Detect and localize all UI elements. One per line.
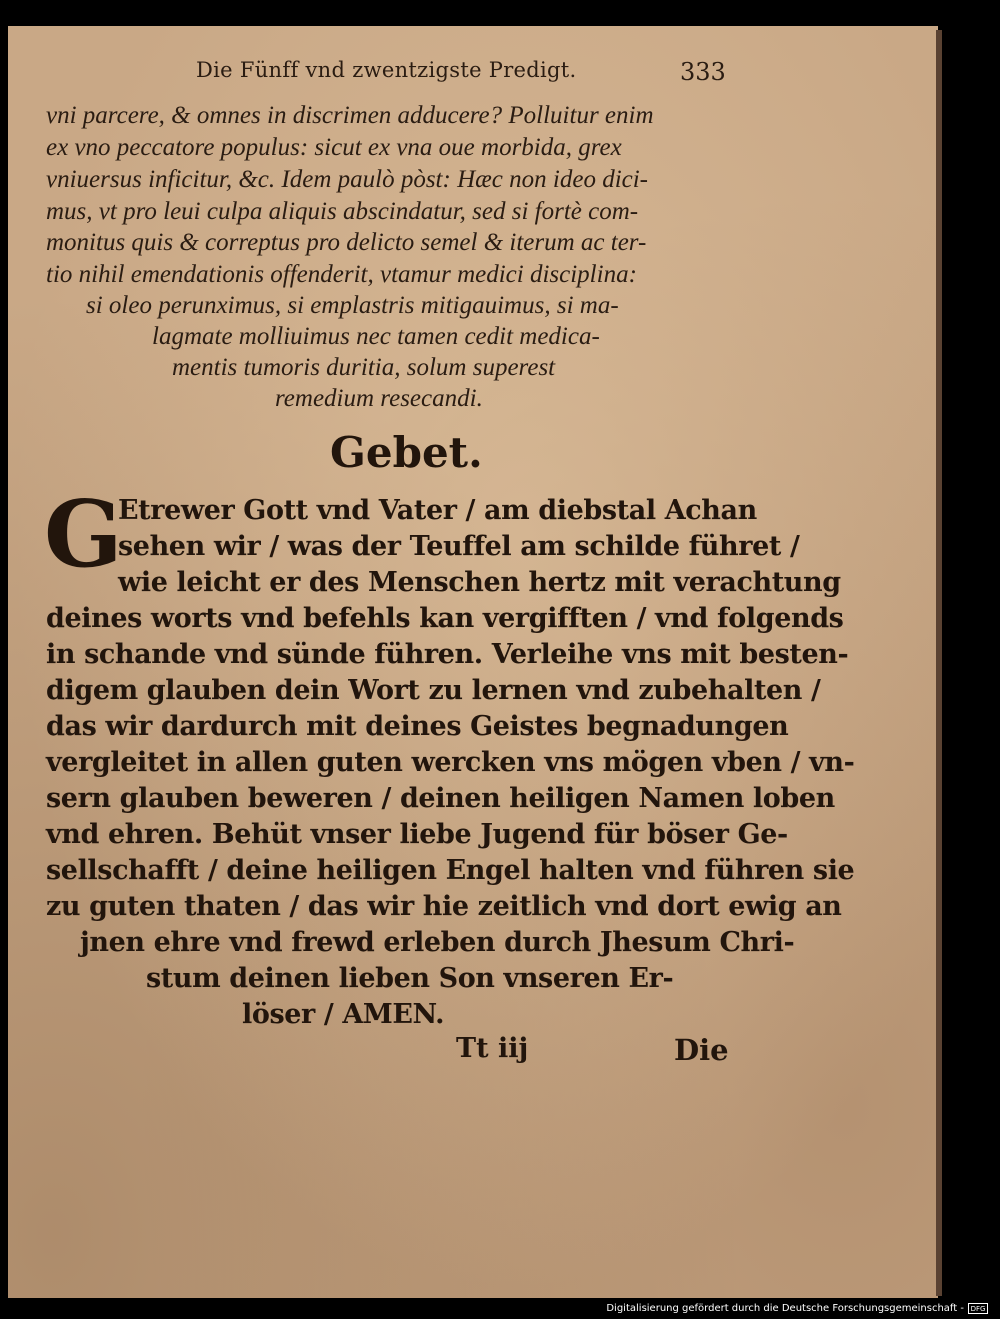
latin-line: ex vno peccatore populus: sicut ex vna oue morbida, grex: [46, 134, 622, 161]
prayer-line: vergleitet in allen guten wercken vns mögen vben / vn-: [46, 747, 855, 778]
prayer-line: sern glauben beweren / deinen heiligen Namen loben: [46, 783, 835, 814]
prayer-line: vnd ehren. Behüt vnser liebe Jugend für böser Ge-: [46, 819, 788, 850]
signature-mark: Tt iij: [456, 1033, 529, 1064]
prayer-line: wie leicht er des Menschen hertz mit verachtung: [118, 567, 841, 598]
prayer-line: sellschafft / deine heiligen Engel halten vnd führen sie: [46, 855, 855, 886]
running-title: Die Fünff vnd zwentzigste Predigt.: [196, 58, 577, 82]
prayer-line: zu guten thaten / das wir hie zeitlich vnd dort ewig an: [46, 891, 842, 922]
prayer-line: digem glauben dein Wort zu lernen vnd zubehalten /: [46, 675, 821, 706]
latin-line: monitus quis & correptus pro delicto semel & iterum ac ter-: [46, 229, 647, 256]
prayer-line: jnen ehre vnd frewd erleben durch Jhesum Chri-: [80, 927, 795, 958]
catchword: Die: [674, 1033, 729, 1067]
latin-line: mentis tumoris duritia, solum superest: [172, 354, 556, 381]
dfg-logo: DFG: [968, 1303, 988, 1314]
latin-line: vniuersus inficitur, &c. Idem paulò pòst: Hæc non ideo dici-: [46, 166, 649, 193]
latin-line: remedium resecandi.: [275, 385, 483, 412]
prayer-line: in schande vnd sünde führen. Verleihe vns mit besten-: [46, 639, 849, 670]
prayer-line: deines worts vnd befehls kan vergifften / vnd folgends: [46, 603, 844, 634]
latin-line: lagmate molliuimus nec tamen cedit medica-: [152, 323, 600, 350]
prayer-line: löser / AMEN.: [242, 999, 445, 1030]
digitization-credit: Digitalisierung gefördert durch die Deutsche Forschungsgemeinschaft -: [606, 1303, 964, 1314]
prayer-line: das wir dardurch mit deines Geistes begnadungen: [46, 711, 789, 742]
prayer-line: sehen wir / was der Teuffel am schilde führet /: [118, 531, 800, 562]
latin-line: mus, vt pro leui culpa aliquis abscindatur, sed si fortè com-: [46, 198, 639, 225]
prayer-line: stum deinen lieben Son vnseren Er-: [146, 963, 674, 994]
latin-line: tio nihil emendationis offenderit, vtamur medici disciplina:: [46, 261, 637, 288]
prayer-heading: Gebet.: [330, 428, 483, 477]
latin-line: vni parcere, & omnes in discrimen adducere? Polluitur enim: [46, 102, 654, 129]
page-number: 333: [680, 58, 726, 86]
prayer-line: Etrewer Gott vnd Vater / am diebstal Achan: [118, 495, 757, 526]
page-edge: [936, 30, 942, 1296]
latin-line: si oleo perunximus, si emplastris mitigauimus, si ma-: [86, 292, 619, 319]
decorated-initial: G: [44, 480, 123, 588]
